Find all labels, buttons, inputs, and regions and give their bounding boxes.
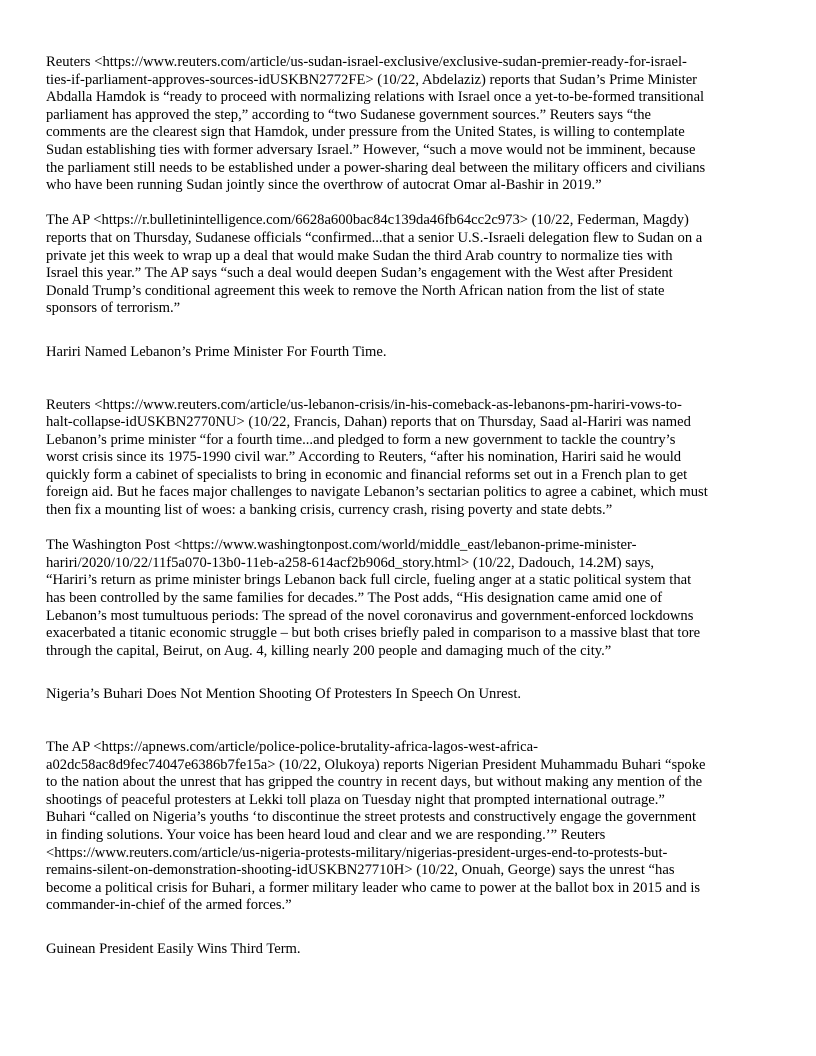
sudan-ap-paragraph: The AP <https://r.bulletinintelligence.com/6628a600bac84c139da46fb64cc2c973> (10/22, Federman, Magdy) reports that on Thursday, Sudanese officials “confirmed...that a senior U.S.-Israeli delegation flew to Sudan on a private jet this week to wrap up a deal that would make Sudan the third Arab country to normalize ties with Israel this year.” The AP says “such a deal would deepen Sudan’s engagement with the West after President Donald Trump’s conditional agreement this week to remove the North African nation from the list of state sponsors of terrorism.” <box>46 212 703 317</box>
nigeria-heading: Nigeria’s Buhari Does Not Mention Shooting Of Protesters In Speech On Unrest. <box>46 686 522 703</box>
lebanon-heading: Hariri Named Lebanon’s Prime Minister For Fourth Time. <box>46 343 387 360</box>
lebanon-washington-post-paragraph: The Washington Post <https://www.washingtonpost.com/world/middle_east/lebanon-prime-minister- hariri/2020/10/22/11f5a070-13b0-11eb-a258-614acf2b906d_story.html> (10/22, Dadouch, 14.2M) says, “Hariri’s return as prime minister brings Lebanon back full circle, fueling anger at a static political system that has been controlled by the same families for decades.” The Post adds, “His designation came amid one of Lebanon’s most tumultuous periods: The spread of the novel coronavirus and government-enforced lockdowns exacerbated a titanic economic struggle – but both crises briefly paled in comparison to a massive blast that tore through the capital, Beirut, on Aug. 4, killing nearly 200 people and damaging much of the city.” <box>46 537 701 659</box>
nigeria-ap-paragraph: The AP <https://apnews.com/article/police-police-brutality-africa-lagos-west-africa- a02dc58ac8d9fec74047e6386b7fe15a> (10/22, Olukoya) reports Nigerian President Muhammadu Buhari “spoke to the nation about the unrest that has gripped the country in recent days, but without making any mention of the shootings of peaceful protesters at Lekki toll plaza on Tuesday night that prompted international outrage.” Buhari “called on Nigeria’s youths ‘to discontinue the street protests and constructively engage the government in finding solutions. Your voice has been heard loud and clear and we are responding.’” Reuters <https://www.reuters.com/article/us-nigeria-protests-military/nigerias-president-urges-end-to-protests-but- remains-silent-on-demonstration-shooting-idUSKBN27710H> (10/22, Onuah, George) says the unrest “has become a political crisis for Buhari, a former military leader who came to power at the ballot box in 2015 and is commander-in-chief of the armed forces.” <box>46 739 706 914</box>
lebanon-reuters-paragraph: Reuters <https://www.reuters.com/article/us-lebanon-crisis/in-his-comeback-as-lebanons-pm-hariri-vows-to- halt-collapse-idUSKBN2770NU> (10/22, Francis, Dahan) reports that on Thursday, Saad al-Hariri was named Lebanon’s prime minister “for a fourth time...and pledged to form a new government to tackle the country’s worst crisis since its 1975-1990 civil war.” According to Reuters, “after his nomination, Hariri said he would quickly form a cabinet of specialists to bring in economic and financial reforms set out in a French plan to get foreign aid. But he faces major challenges to navigate Lebanon’s sectarian politics to agree a cabinet, which must then fix a mounting list of woes: a banking crisis, currency crash, rising poverty and state debts.” <box>46 396 708 519</box>
guinea-heading: Guinean President Easily Wins Third Term. <box>46 940 301 957</box>
document-page <box>46 54 774 994</box>
sudan-reuters-paragraph: Reuters <https://www.reuters.com/article/us-sudan-israel-exclusive/exclusive-sudan-premier-ready-for-israel- ties-if-parliament-approves-sources-idUSKBN2772FE> (10/22, Abdelaziz) reports that Sudan’s Prime Minister Abdalla Hamdok is “ready to proceed with normalizing relations with Israel once a yet-to-be-formed transitional parliament has approved the step,” according to “two Sudanese government sources.” Reuters says “the comments are the clearest sign that Hamdok, under pressure from the United States, is willing to contemplate Sudan establishing ties with former adversary Israel.” However, “such a move would not be imminent, because the parliament still needs to be established under a power-sharing deal between the military officers and civilians who have been running Sudan jointly since the overthrow of autocrat Omar al-Bashir in 2019.” <box>46 54 706 194</box>
